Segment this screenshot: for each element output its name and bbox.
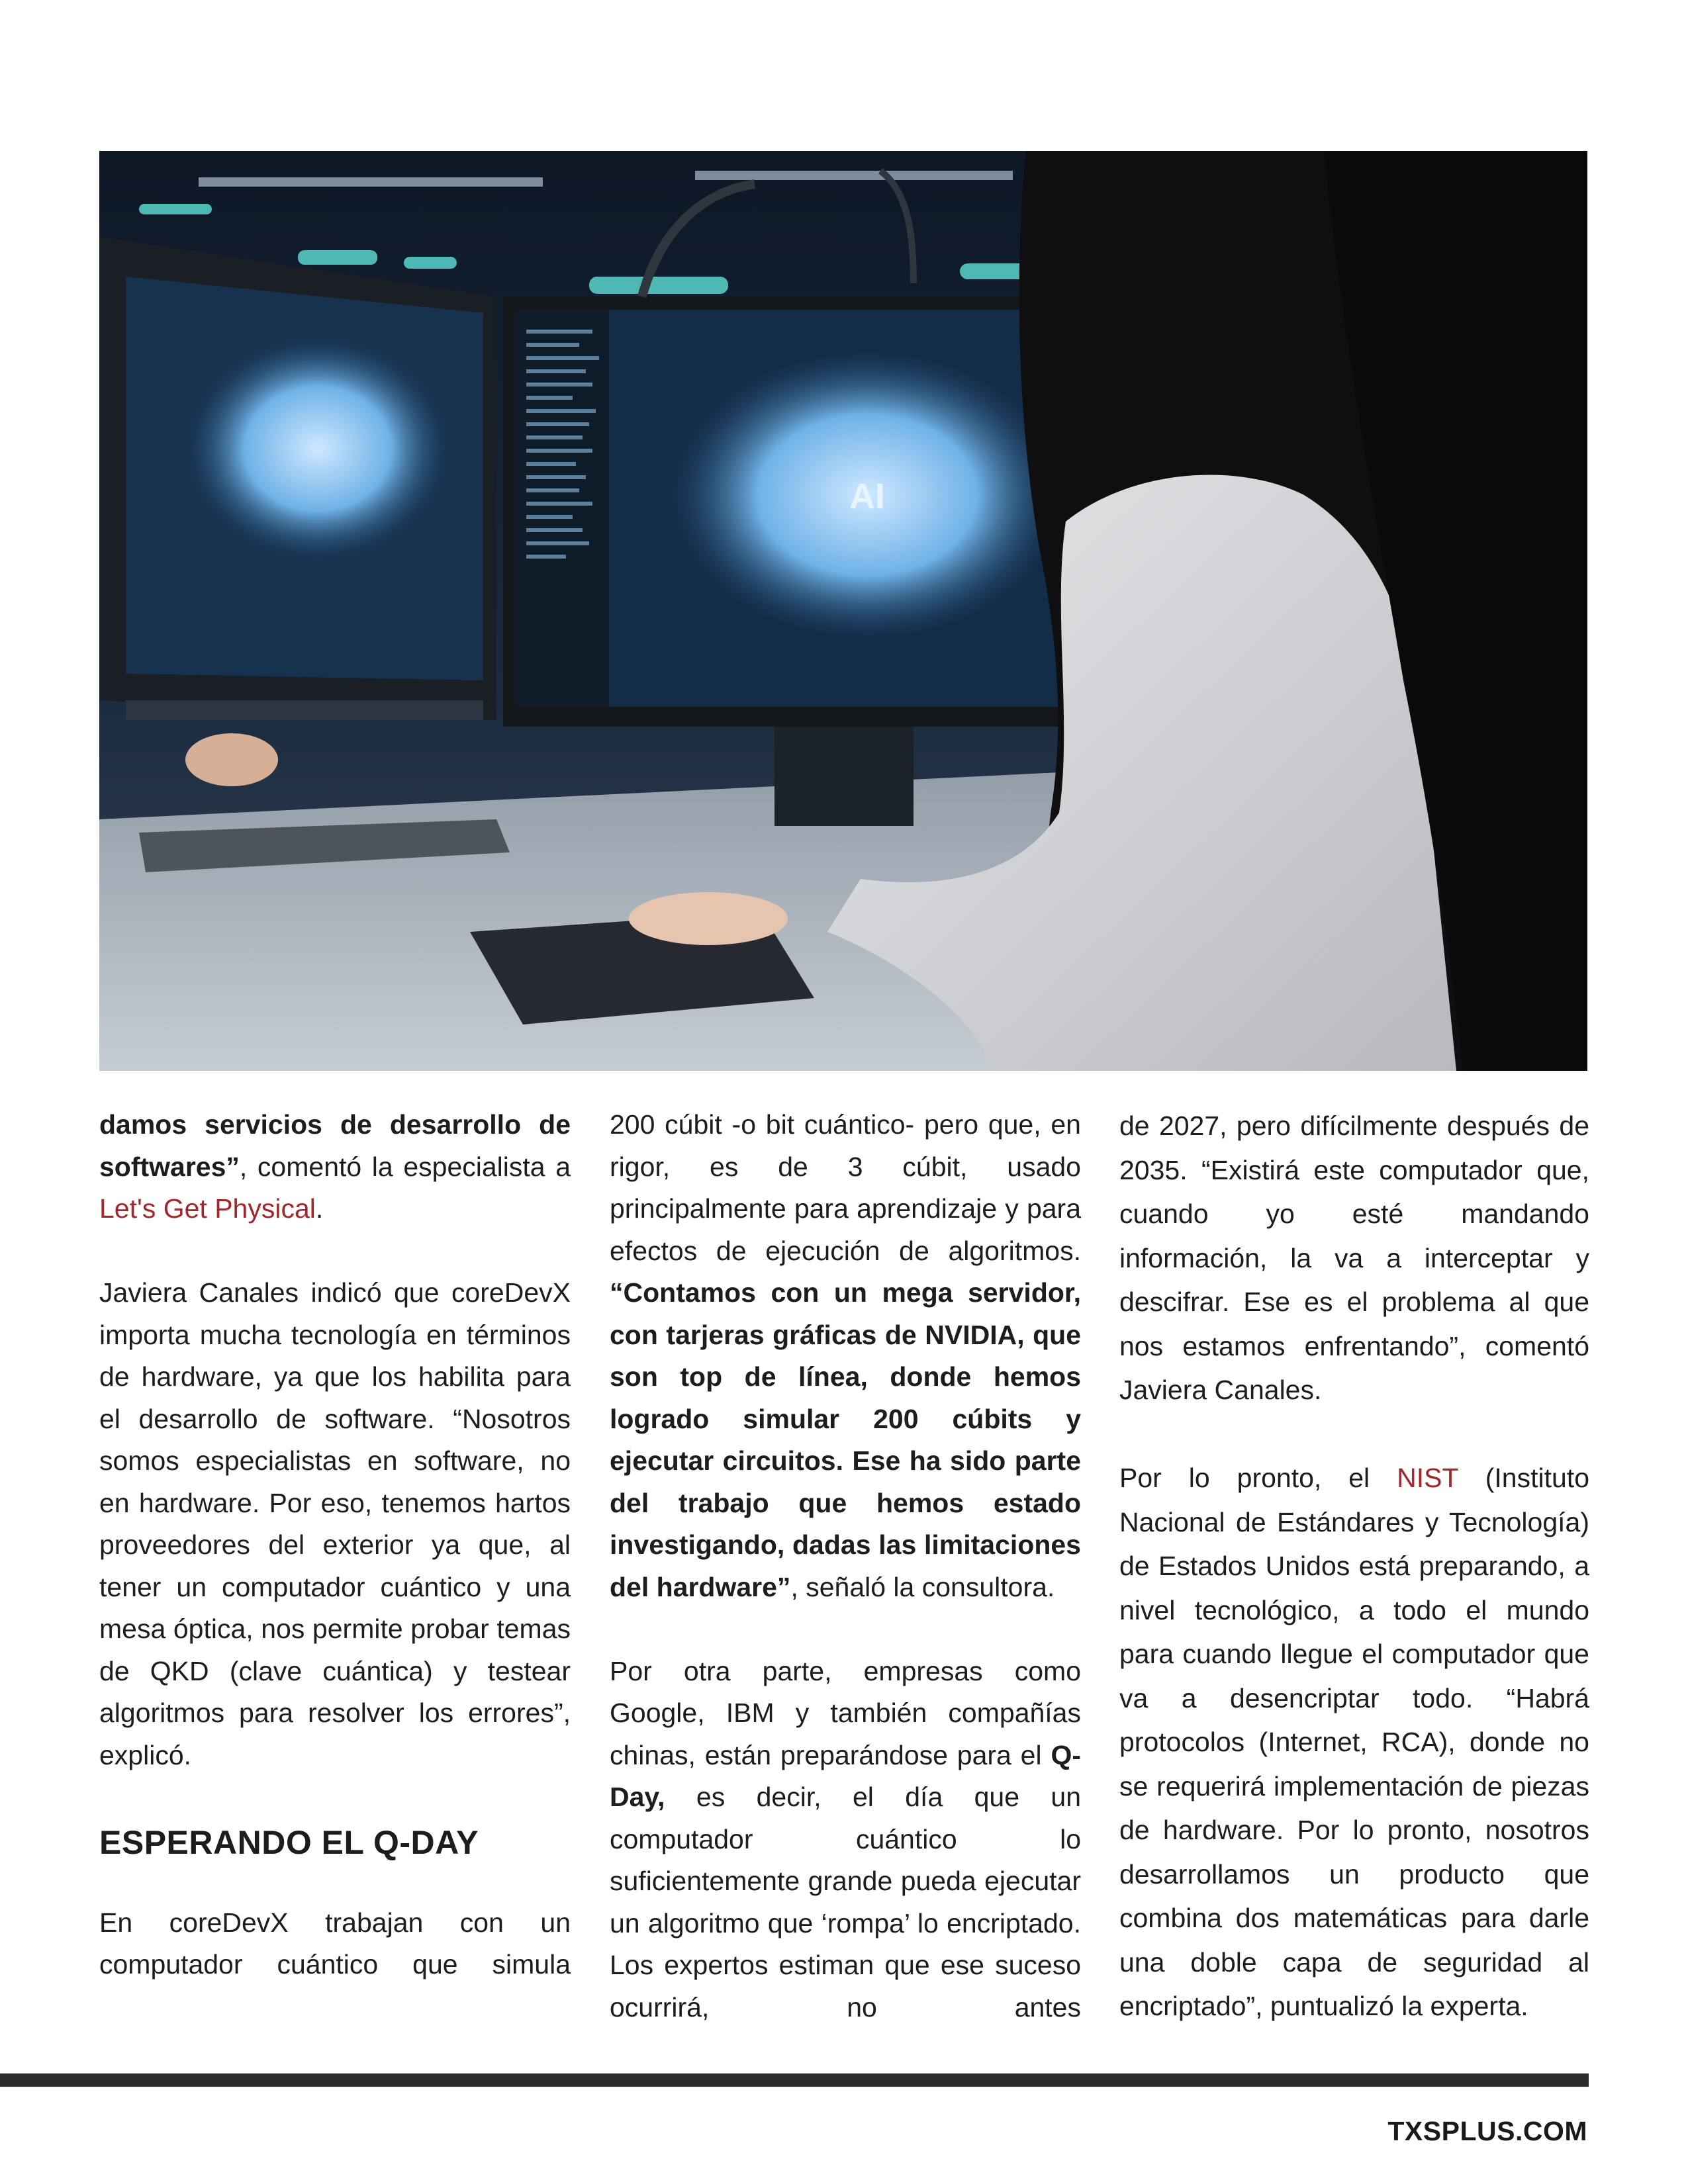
col3-paragraph-2	[1119, 1456, 1589, 2028]
col2-p2-end: es decir, el día que un computador cuántico lo suficientemente grande pueda ejecutar un algoritmo que ‘rompa’ lo encriptado. Los expertos estiman que ese suceso ocurrirá, no antes	[610, 1782, 1081, 2023]
col1-p1-end: .	[315, 1193, 324, 1224]
col2-p1-text: 200 cúbit -o bit cuántico- pero que, en rigor, es de 3 cúbit, usado principalmente para aprendizaje y para efectos de ejecución de algoritmos.	[610, 1109, 1081, 1266]
col1-p1-bold: damos servicios de desarrollo de softwares”	[99, 1109, 571, 1182]
screen-label: AI	[849, 477, 885, 516]
col2-p2-text: Por otra parte, empresas como Google, IBM y también compañías chinas, están preparándose para el	[610, 1655, 1081, 1770]
column-1	[99, 1104, 571, 1986]
nist-link[interactable]: NIST	[1397, 1463, 1458, 1493]
col1-paragraph-2: Javiera Canales indicó que coreDevX importa mucha tecnología en términos de hardware, ya que los habilita para el desarrollo de software. “Nosotros somos especialistas en software, no en hardware. Por eso, tenemos hartos proveedores del exterior ya que, al tener un computador cuántico y una mesa óptica, nos permite probar temas de QKD (clave cuántica) y testear algoritmos para resolver los errores”, explicó.	[99, 1277, 571, 1770]
footer-rule	[0, 2073, 1589, 2087]
section-heading: ESPERANDO EL Q-DAY	[99, 1823, 479, 1861]
photo-woman-at-ai-brain-monitors	[99, 151, 1587, 1071]
column-3	[1119, 1104, 1589, 2028]
col2-p1-end: , señaló la consultora.	[790, 1571, 1055, 1602]
col3-paragraph-1: de 2027, pero difícilmente después de 2035. “Existirá este computador que, cuando yo esté mandando información, la va a interceptar y descifrar. Ese es el problema al que nos estamos enfrentando”, comentó Javiera Canales.	[1119, 1111, 1589, 1405]
article-photo	[99, 151, 1587, 1071]
col3-p2-start: Por lo pronto, el	[1119, 1463, 1397, 1493]
col2-paragraph-1	[610, 1104, 1081, 1608]
footer-site-name[interactable]: TXSPLUS.COM	[1387, 2116, 1587, 2146]
col1-paragraph-3: En coreDevX trabajan con un computador cuántico que simula	[99, 1907, 571, 1979]
col3-p2-end: (Instituto Nacional de Estándares y Tecnología) de Estados Unidos está preparando, a nivel tecnológico, a todo el mundo para cuando llegue el computador que va a desencriptar todo. “Habrá protocolos (Internet, RCA), donde no se requerirá implementación de piezas de hardware. Por lo pronto, nosotros desarrollamos un producto que combina dos matemáticas para darle una doble capa de seguridad al encriptado”, puntualizó la experta.	[1119, 1463, 1589, 2021]
col2-p1-quote: “Contamos con un mega servidor, con tarjeras gráficas de NVIDIA, que son top de línea, donde hemos logrado simular 200 cúbits y ejecutar circuitos. Ese ha sido parte del trabajo que hemos estado investigando, dadas las limitaciones del hardware”	[610, 1277, 1081, 1602]
col1-p1-text: , comentó la especialista a	[239, 1151, 571, 1182]
lets-get-physical-link[interactable]: Let's Get Physical	[99, 1193, 316, 1224]
col1-paragraph-1	[99, 1104, 571, 1230]
col2-paragraph-2	[610, 1651, 1081, 2029]
column-2	[610, 1104, 1081, 2028]
q-day-term: Q-Day,	[610, 1739, 1081, 1812]
